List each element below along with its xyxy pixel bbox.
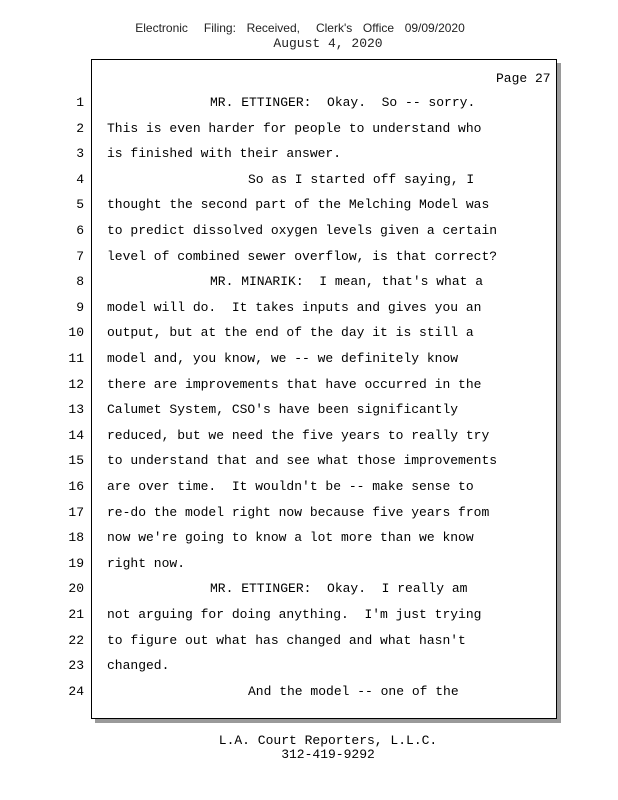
transcript-line: MR. MINARIK: I mean, that's what a: [210, 274, 484, 289]
line-number: 22: [68, 633, 84, 648]
transcript-line: to figure out what has changed and what hasn't: [107, 633, 466, 648]
line-number: 3: [76, 146, 84, 161]
transcript-line: And the model -- one of the: [248, 684, 459, 699]
line-number: 7: [76, 249, 84, 264]
transcript-line: level of combined sewer overflow, is that correct?: [107, 249, 498, 264]
line-number: 12: [68, 377, 84, 392]
transcript-line: is finished with their answer.: [107, 146, 342, 161]
line-number: 5: [76, 197, 84, 212]
transcript-line: not arguing for doing anything. I'm just trying: [107, 607, 482, 622]
line-number: 19: [68, 556, 84, 571]
page-number: Page 27: [496, 71, 551, 86]
line-number: 21: [68, 607, 84, 622]
reporter-company: L.A. Court Reporters, L.L.C.: [218, 733, 438, 748]
line-number: 16: [68, 479, 84, 494]
transcript-line: to predict dissolved oxygen levels given a certain: [107, 223, 498, 238]
line-number: 17: [68, 505, 84, 520]
transcript-line: changed.: [107, 658, 170, 673]
transcript-line: right now.: [107, 556, 186, 571]
line-number: 23: [68, 658, 84, 673]
transcript-line: model will do. It takes inputs and gives you an: [107, 300, 482, 315]
transcript-line: This is even harder for people to understand who: [107, 121, 482, 136]
line-number: 24: [68, 684, 84, 699]
line-number: 9: [76, 300, 84, 315]
transcript-line: to understand that and see what those improvements: [107, 453, 498, 468]
line-number: 2: [76, 121, 84, 136]
transcript-line: there are improvements that have occurred in the: [107, 377, 482, 392]
line-number: 4: [76, 172, 84, 187]
line-number: 1: [76, 95, 84, 110]
filing-stamp: Electronic Filing: Received, Clerk's Office 09/09/2020: [135, 21, 465, 35]
line-number: 18: [68, 530, 84, 545]
transcript-line: model and, you know, we -- we definitely know: [107, 351, 459, 366]
transcript-line: thought the second part of the Melching Model was: [107, 197, 490, 212]
line-number: 14: [68, 428, 84, 443]
transcript-line: now we're going to know a lot more than we know: [107, 530, 474, 545]
transcript-line: reduced, but we need the five years to really try: [107, 428, 490, 443]
line-number: 8: [76, 274, 84, 289]
transcript-line: output, but at the end of the day it is still a: [107, 325, 474, 340]
line-number: 10: [68, 325, 84, 340]
line-number: 6: [76, 223, 84, 238]
transcript-line: are over time. It wouldn't be -- make sense to: [107, 479, 474, 494]
hearing-date: August 4, 2020: [273, 36, 383, 51]
transcript-line: re-do the model right now because five years from: [107, 505, 490, 520]
line-number: 15: [68, 453, 84, 468]
transcript-line: So as I started off saying, I: [248, 172, 475, 187]
line-number: 13: [68, 402, 84, 417]
transcript-line: MR. ETTINGER: Okay. So -- sorry.: [210, 95, 476, 110]
transcript-line: MR. ETTINGER: Okay. I really am: [210, 581, 468, 596]
line-number: 20: [68, 581, 84, 596]
transcript-line: Calumet System, CSO's have been significantly: [107, 402, 459, 417]
reporter-phone: 312-419-9292: [281, 747, 375, 762]
line-number: 11: [68, 351, 84, 366]
